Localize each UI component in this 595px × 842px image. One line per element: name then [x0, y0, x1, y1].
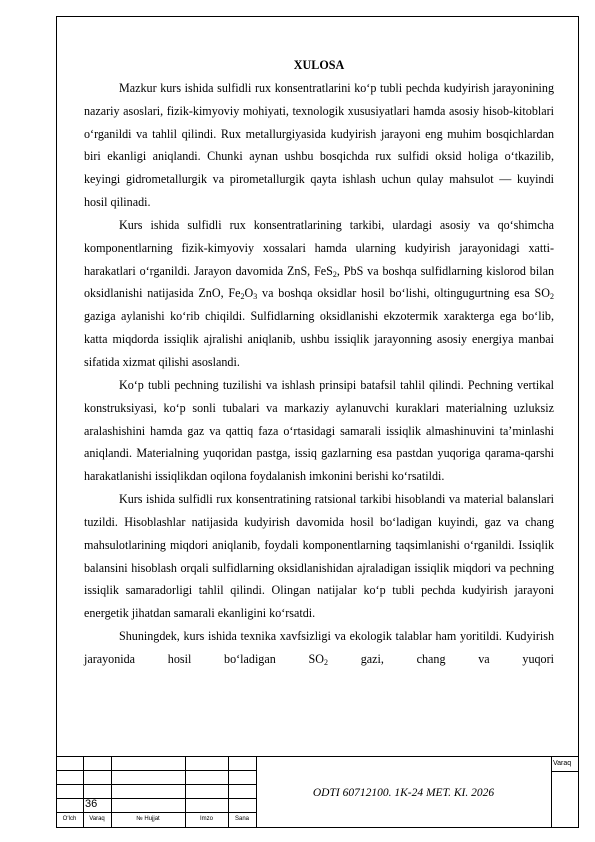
paragraphs [84, 77, 554, 671]
paragraph-text: Kurs ishida sulfidli rux konsentratlarining tarkibi, ulardagi asosiy va qo‘shimcha komponentlarning fizik-kimyoviy xossalari hamda ularning kudyirish jarayonidagi xatti-harakatlari o‘rganildi. Jarayon davomida ZnS, FeS [84, 217, 554, 278]
page-number: 36 [85, 798, 98, 810]
page-title: XULOSA [293, 58, 345, 72]
paragraph-text: Ko‘p tubli pechning tuzilishi va ishlash prinsipi batafsil tahlil qilindi. Pechning vertikal konstruksiyasi, ko‘p sonli tubalari va markaziy aylanuvchi kuraklari materialning uzluksiz aralashishini hamda gaz va qattiq faza o‘rtasidagi samarali issiqlik almashinuvini ta’minlashi aniqlandi. Materialning yuqoridan pastga, issiq gazlarning esa pastdan yuqoriga qarama-qarshi harakatlanishi issiqlikdan oqilona foydalanish imkonini berishi ko‘rsatildi. [84, 377, 554, 484]
paragraph-text: gazi, chang va yuqori [327, 651, 554, 666]
document-code: ODTI 60712100. 1K-24 MET. KI. 2026 [312, 787, 495, 799]
col-sana: Sana [234, 816, 249, 822]
title-block-stamp [56, 756, 579, 828]
varaq-label: Varaq [553, 760, 572, 767]
paragraph-text: va boshqa oksidlar hosil bo‘lishi, oltingugurtning esa SO [257, 286, 550, 301]
col-olch: O‘lch [62, 816, 77, 822]
paragraph [84, 625, 554, 671]
paragraph-text: Mazkur kurs ishida sulfidli rux konsentratlarini ko‘p tubli pechda kudyirish jarayonining nazariy asoslari, fizik-kimyoviy mohiyati, texnologik xususiyatlari hamda asosiy hisob-kitoblari o‘rganildi va tahlil qilindi. Rux metallurgiyasida kudyirish jarayoni eng muhim bosqichlardan biri ekanligi aniqlandi. Chunki aynan ushbu bosqichda rux sulfidi oksid holiga o‘tkazilib, keyingi gidrometallurgik va pirometallurgik qayta ishlash uchun qulay mahsulot — kuyindi hosil qilinadi. [84, 80, 554, 210]
subscript: 2 [332, 269, 337, 279]
col-imzo: Imzo [199, 816, 213, 822]
paragraph-text: Shuningdek, kurs ishida texnika xavfsizligi va ekologik talablar ham yoritildi. Kudyirish jarayonida hosil bo‘ladigan SO [84, 629, 554, 666]
paragraph-text: gaziga aylanishi ko‘rib chiqildi. Sulfidlarning oksidlanishi ekzotermik xarakterga ega bo‘lib, katta miqdorda issiqlik ajralishi aniqlanib, ushbu issiqlik jarayonning asosiy energiya manbai sifatida xizmat qilishi asoslandi. [84, 309, 554, 369]
subscript: 2 [550, 292, 554, 302]
paragraph [84, 77, 554, 214]
col-varaq: Varaq [89, 816, 105, 822]
subscript: 2 [240, 292, 245, 302]
paragraph-text: Kurs ishida sulfidli rux konsentratining ratsional tarkibi hisoblandi va material balanslari tuzildi. Hisoblashlar natijasida kudyirish davomida hosil bo‘ladigan kuyindi, gaz va chang mahsulotlarining miqdori aniqlanib, foydali komponentlarning taqsimlanishi o‘rganildi. Issiqlik balansini hisoblash orqali sulfidlarning oksidlanishidan ajraladigan issiqlik miqdori va pechning issiqlik samaradorligi tahlil qilindi. Olingan natijalar ko‘p tubli pechda kudyirish jarayoni energetik jihatdan samarali ekanligini ko‘rsatdi. [84, 492, 554, 621]
paragraph-text: O [244, 286, 254, 301]
subscript: 2 [323, 657, 328, 667]
col-hujjat: № Hujjat [136, 816, 160, 822]
paragraph [84, 488, 554, 625]
document-body [84, 54, 554, 671]
paragraph [84, 374, 554, 488]
subscript: 3 [253, 292, 258, 302]
paragraph-text: , PbS va boshqa sulfidlarning kislorod bilan oksidlanishi natijasida ZnO, Fe [84, 263, 554, 301]
paragraph [84, 214, 554, 374]
